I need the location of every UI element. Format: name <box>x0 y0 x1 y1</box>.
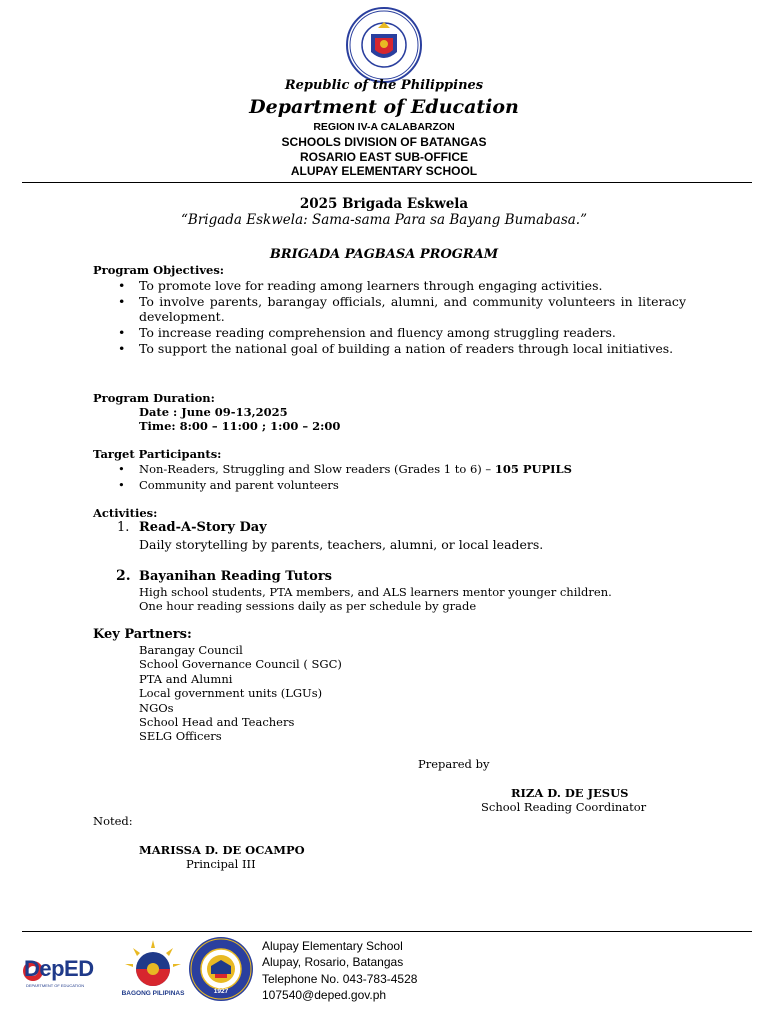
list-item: Barangay Council <box>139 643 243 657</box>
school-seal <box>187 936 255 1002</box>
activity-description: Daily storytelling by parents, teachers, alumni, or local leaders. <box>139 537 544 552</box>
department-heading: Department of Education <box>249 96 519 118</box>
list-item: School Governance Council ( SGC) <box>139 657 342 672</box>
list-item: • To increase reading comprehension and fluency among struggling readers. <box>116 325 686 340</box>
objectives-list <box>116 278 686 356</box>
program-title: BRIGADA PAGBASA PROGRAM <box>269 247 499 262</box>
event-title: 2025 Brigada Eskwela <box>299 196 469 212</box>
list-item: SELG Officers <box>139 729 222 744</box>
header-divider <box>22 182 752 183</box>
footer-address: Alupay, Rosario, Batangas <box>262 955 404 970</box>
school-line: ALUPAY ELEMENTARY SCHOOL <box>290 164 478 178</box>
theme-quote: “Brigada Eskwela: Sama-sama Para sa Bayang Bumabasa.” <box>181 212 587 228</box>
suboffice-line: ROSARIO EAST SUB-OFFICE <box>299 150 468 164</box>
preparer-title: School Reading Coordinator <box>481 800 647 814</box>
list-item: • To promote love for reading among learners through engaging activities. <box>116 278 686 293</box>
participants-heading: Target Participants: <box>93 447 222 461</box>
deped-logo-subtext: DEPARTMENT OF EDUCATION <box>26 983 85 988</box>
list-item: • Community and parent volunteers <box>116 478 716 494</box>
deped-logo-text: DepED <box>24 956 94 981</box>
region-line: REGION IV-A CALABARZON <box>313 121 455 133</box>
partners-heading: Key Partners: <box>93 627 192 642</box>
footer-school-name: Alupay Elementary School <box>262 939 403 953</box>
noted-label: Noted: <box>93 814 133 828</box>
preparer-name: RIZA D. DE JESUS <box>511 786 629 800</box>
pupil-count: 105 PUPILS <box>494 462 572 476</box>
duration-heading: Program Duration: <box>93 391 215 405</box>
deped-seal <box>345 6 423 84</box>
activities-heading: Activities: <box>93 506 158 520</box>
objectives-heading: Program Objectives: <box>93 263 225 277</box>
noter-name: MARISSA D. DE OCAMPO <box>139 843 305 857</box>
participants-list <box>116 462 716 493</box>
activity-number: 2. <box>116 568 131 584</box>
bagong-pilipinas-logo <box>121 938 185 1000</box>
footer-divider <box>22 931 752 932</box>
noter-title: Principal III <box>186 857 256 871</box>
footer-contact <box>262 938 417 1003</box>
division-line: SCHOOLS DIVISION OF BATANGAS <box>281 135 487 149</box>
school-seal-year: 1927 <box>213 988 229 995</box>
activity-description: High school students, PTA members, and ALS learners mentor younger children. <box>139 585 612 599</box>
list-item: NGOs <box>139 700 174 715</box>
duration-date: Date : June 09-13,2025 <box>139 405 288 419</box>
activity-number: 1. <box>117 520 130 535</box>
partners-list <box>139 643 342 744</box>
prepared-by-label: Prepared by <box>418 757 490 771</box>
deped-logo <box>22 954 100 994</box>
participant-text: Non-Readers, Struggling and Slow readers (Grades 1 to 6) – <box>139 462 495 476</box>
footer-telephone: Telephone No. 043-783-4528 <box>262 971 418 986</box>
activity-description: One hour reading sessions daily as per schedule by grade <box>139 599 477 613</box>
activity-title: Read-A-Story Day <box>139 520 267 535</box>
list-item: PTA and Alumni <box>139 671 233 686</box>
list-item: School Head and Teachers <box>139 715 295 730</box>
duration-time: Time: 8:00 – 11:00 ; 1:00 – 2:00 <box>139 419 341 433</box>
list-item <box>116 462 716 478</box>
list-item: • To involve parents, barangay officials, alumni, and community volunteers in literacy development. <box>116 294 686 324</box>
activity-title: Bayanihan Reading Tutors <box>139 569 333 584</box>
republic-heading: Republic of the Philippines <box>284 78 484 93</box>
list-item: • To support the national goal of building a nation of readers through local initiatives. <box>116 341 686 356</box>
bagong-pilipinas-text: BAGONG PILIPINAS <box>121 990 185 997</box>
list-item: Local government units (LGUs) <box>139 686 323 701</box>
footer-email[interactable]: 107540@deped.gov.ph <box>262 987 387 1002</box>
